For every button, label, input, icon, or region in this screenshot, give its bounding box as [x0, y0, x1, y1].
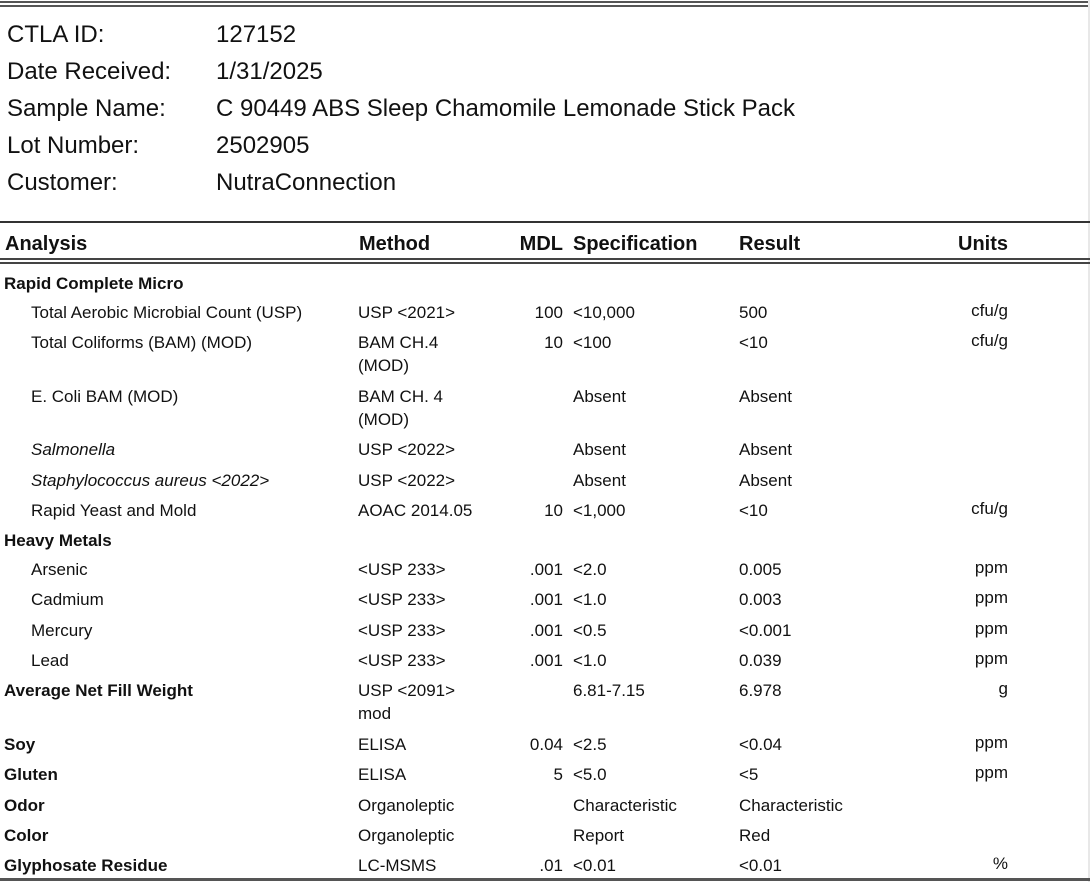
cell-analysis: Staphylococcus aureus <2022> — [31, 471, 270, 490]
cell-result: 0.005 — [739, 560, 782, 579]
cell-specification: <100 — [573, 333, 612, 352]
cell-mdl: 10 — [544, 333, 563, 352]
column-header-specification: Specification — [573, 233, 698, 255]
cell-specification: <1.0 — [573, 590, 607, 609]
cell-units: ppm — [974, 588, 1008, 607]
cell-method: USP <2021> — [358, 303, 456, 322]
header-label: Customer: — [7, 169, 118, 196]
cell-method: <USP 233> — [358, 590, 446, 609]
cell-analysis: Soy — [4, 735, 36, 754]
cell-specification: Absent — [573, 387, 626, 406]
cell-units: g — [998, 679, 1008, 698]
top-rule-2 — [0, 5, 1090, 7]
cell-method: AOAC 2014.05 — [358, 501, 473, 520]
cell-analysis: Salmonella — [31, 440, 116, 459]
cell-mdl: .001 — [529, 651, 563, 670]
cell-specification: <0.5 — [573, 621, 607, 640]
cell-result: <0.04 — [739, 735, 783, 754]
cell-method: LC-MSMS — [358, 856, 437, 875]
cell-units: cfu/g — [971, 499, 1008, 518]
cell-specification: Absent — [573, 471, 626, 490]
cell-method-line2: (MOD) — [358, 356, 409, 375]
cell-method: BAM CH. 4 — [358, 387, 444, 406]
header-bottom-rule — [0, 258, 1090, 260]
cell-result: <10 — [739, 501, 768, 520]
header-bottom-rule-2 — [0, 262, 1090, 264]
cell-analysis: Color — [4, 826, 49, 845]
cell-analysis: Odor — [4, 796, 45, 815]
cell-method: <USP 233> — [358, 621, 446, 640]
cell-mdl: 10 — [544, 501, 563, 520]
cell-mdl: .001 — [529, 621, 563, 640]
cell-result: Absent — [739, 471, 792, 490]
cell-specification: <2.0 — [573, 560, 607, 579]
column-header-units: Units — [958, 233, 1008, 255]
cell-units: ppm — [974, 649, 1008, 668]
cell-result: 500 — [739, 303, 768, 322]
bottom-rule — [0, 878, 1090, 881]
cell-mdl: .01 — [539, 856, 563, 875]
cell-analysis: E. Coli BAM (MOD) — [31, 387, 179, 406]
cell-specification: <5.0 — [573, 765, 607, 784]
cell-units: ppm — [974, 619, 1008, 638]
cell-result: <0.01 — [739, 856, 783, 875]
cell-method: <USP 233> — [358, 560, 446, 579]
top-rule — [0, 1, 1090, 3]
header-value: 1/31/2025 — [216, 58, 323, 85]
cell-units: % — [992, 854, 1008, 873]
table-top-rule — [0, 221, 1090, 223]
cell-specification: Characteristic — [573, 796, 677, 815]
cell-mdl: .001 — [529, 590, 563, 609]
cell-mdl: 5 — [553, 765, 563, 784]
cell-method: <USP 233> — [358, 651, 446, 670]
cell-analysis: Arsenic — [31, 560, 88, 579]
cell-method: Organoleptic — [358, 796, 455, 815]
header-label: CTLA ID: — [7, 21, 105, 48]
cell-specification: Report — [573, 826, 625, 845]
cell-specification: <2.5 — [573, 735, 607, 754]
cell-specification: Absent — [573, 440, 626, 459]
cell-mdl: 0.04 — [529, 735, 563, 754]
header-label: Date Received: — [7, 58, 172, 85]
column-header-analysis: Analysis — [5, 233, 88, 255]
cell-specification: <10,000 — [573, 303, 635, 322]
cell-method: USP <2022> — [358, 471, 456, 490]
cell-result: Red — [739, 826, 771, 845]
cell-units: ppm — [974, 733, 1008, 752]
cell-result: 6.978 — [739, 681, 782, 700]
column-header-result: Result — [739, 233, 801, 255]
cell-specification: 6.81-7.15 — [573, 681, 645, 700]
cell-mdl: .001 — [529, 560, 563, 579]
cell-analysis: Cadmium — [31, 590, 104, 609]
cell-analysis: Rapid Yeast and Mold — [31, 501, 197, 520]
cell-method: Organoleptic — [358, 826, 455, 845]
cell-result: <0.001 — [739, 621, 792, 640]
header-label: Sample Name: — [7, 95, 166, 122]
cell-analysis: Total Coliforms (BAM) (MOD) — [31, 333, 253, 352]
cell-method: USP <2091> — [358, 681, 456, 700]
cell-units: ppm — [974, 763, 1008, 782]
header-value: NutraConnection — [216, 169, 397, 196]
cell-specification: <1,000 — [573, 501, 626, 520]
cell-result: <10 — [739, 333, 768, 352]
cell-result: 0.039 — [739, 651, 782, 670]
cell-analysis: Glyphosate Residue — [4, 856, 168, 875]
cell-analysis: Gluten — [4, 765, 58, 784]
cell-units: ppm — [974, 558, 1008, 577]
header-value: 127152 — [216, 21, 297, 48]
cell-method: BAM CH.4 — [358, 333, 439, 352]
header-label: Lot Number: — [7, 132, 140, 159]
group-heading: Heavy Metals — [4, 531, 112, 550]
column-header-mdl: MDL — [519, 233, 563, 255]
cell-method-line2: mod — [358, 704, 392, 723]
cell-result: Absent — [739, 440, 792, 459]
header-value: 2502905 — [216, 132, 310, 159]
group-heading: Rapid Complete Micro — [4, 274, 184, 293]
cell-result: <5 — [739, 765, 759, 784]
cell-analysis: Mercury — [31, 621, 93, 640]
cell-analysis: Total Aerobic Microbial Count (USP) — [31, 303, 303, 322]
cell-analysis: Average Net Fill Weight — [4, 681, 193, 700]
cell-result: Characteristic — [739, 796, 843, 815]
cell-result: Absent — [739, 387, 792, 406]
cell-method-line2: (MOD) — [358, 410, 409, 429]
cell-analysis: Lead — [31, 651, 69, 670]
cell-method: ELISA — [358, 735, 407, 754]
cell-units: cfu/g — [971, 301, 1008, 320]
cell-specification: <1.0 — [573, 651, 607, 670]
cell-specification: <0.01 — [573, 856, 617, 875]
cell-method: USP <2022> — [358, 440, 456, 459]
cell-mdl: 100 — [534, 303, 563, 322]
cell-units: cfu/g — [971, 331, 1008, 350]
cell-method: ELISA — [358, 765, 407, 784]
cell-result: 0.003 — [739, 590, 782, 609]
header-value: C 90449 ABS Sleep Chamomile Lemonade Stick Pack — [216, 95, 795, 122]
column-header-method: Method — [359, 233, 431, 255]
